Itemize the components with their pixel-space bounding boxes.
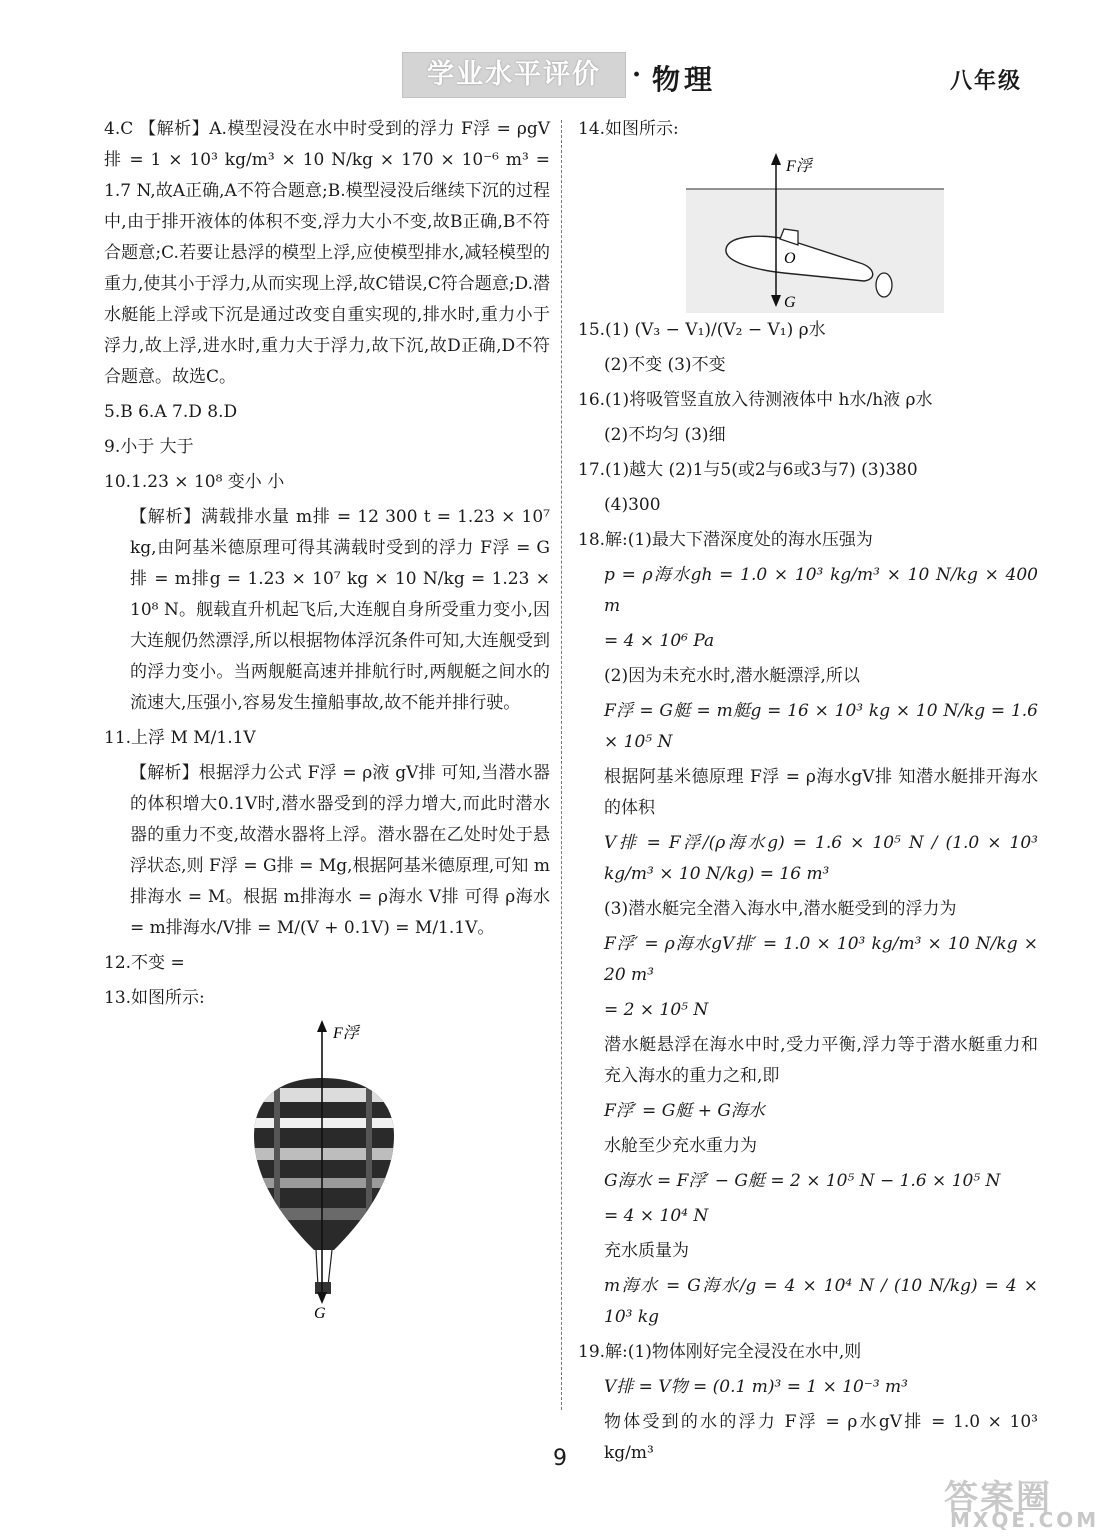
answer-17-part2: (4)300 [604, 495, 661, 515]
column-divider [561, 120, 562, 1410]
answer-18-line: V排 = F浮/(ρ海水g) = 1.6 × 10⁵ N / (1.0 × 10³ kg/m³ × 10 N/kg) = 16 m³ [604, 833, 1038, 884]
page-header [0, 52, 1120, 100]
submarine-force-diagram [578, 149, 1038, 315]
answer-18-line: 充水质量为 [604, 1241, 689, 1261]
answer-18-line: = 4 × 10⁶ Pa [604, 631, 715, 651]
answer-10: 10.1.23 × 10⁸ 变小 小 [104, 472, 285, 492]
answer-11-analysis: 【解析】根据浮力公式 F浮 = ρ液 gV排 可知,当潜水器的体积增大0.1V时,潜水器受到的浮力增大,而此时潜水器的重力不变,故潜水器将上浮。潜水器在乙处时处于悬浮状态,则 F浮 = G排 = Mg,根据阿基米德原理,可知 m排海水 = M。根据 m排海水 = ρ海水 V排 可得 ρ海水 = m排海水/V排 = M/(V + 0.1V) = M/1.1V。 [130, 763, 550, 938]
answer-18-line: 潜水艇悬浮在海水中时,受力平衡,浮力等于潜水艇重力和充入海水的重力之和,即 [604, 1035, 1038, 1086]
answer-4: 4.C 【解析】A.模型浸没在水中时受到的浮力 F浮 = ρgV排 = 1 × 10³ kg/m³ × 10 N/kg × 170 × 10⁻⁶ m³ = 1.7 N,故A正确,A不符合题意;B.模型浸没后继续下沉的过程中,由于排开液体的体积不变,浮力大小不变,故B正确,B不符合题意;C.若要让悬浮的模型上浮,应使模型排水,减轻模型的重力,使其小于浮力,从而实现上浮,故C错误,C符合题意;D.潜水艇能上浮或下沉是通过改变自重实现的,排水时,重力小于浮力,故上浮,进水时,重力大于浮力,故下沉,故D正确,D不符合题意。故选C。 [104, 119, 550, 387]
center-label: O [784, 250, 796, 267]
gravity-arrow-head [317, 1292, 327, 1304]
balloon-force-diagram [104, 1018, 550, 1318]
answer-16-part2: (2)不均匀 (3)细 [604, 425, 726, 445]
answer-9: 9.小于 大于 [104, 437, 194, 457]
buoyancy-label: F浮 [786, 158, 812, 175]
watermark-url: MXQE.COM [950, 1508, 1100, 1532]
answer-15-part1: 15.(1) (V₃ − V₁)/(V₂ − V₁) ρ水 [578, 320, 826, 340]
answer-14: 14.如图所示: [578, 119, 679, 139]
answer-15-part2: (2)不变 (3)不变 [604, 355, 726, 375]
header-dot: · [632, 60, 642, 90]
answer-18-line: m海水 = G海水/g = 4 × 10⁴ N / (10 N/kg) = 4 × 10³ kg [604, 1276, 1038, 1327]
answer-19-title: 19.解:(1)物体刚好完全浸没在水中,则 [578, 1342, 862, 1362]
right-column [578, 114, 1038, 1473]
answer-18-line: F浮′ = G艇 + G海水 [604, 1101, 765, 1121]
answer-18-line: 根据阿基米德原理 F浮 = ρ海水gV排 知潜水艇排开海水的体积 [604, 767, 1038, 818]
answer-5-8: 5.B 6.A 7.D 8.D [104, 402, 238, 422]
buoyancy-arrow-head [317, 1020, 327, 1032]
left-column [104, 114, 550, 1318]
answer-18-line: F浮 = G艇 = m艇g = 16 × 10³ kg × 10 N/kg = 1.6 × 10⁵ N [604, 701, 1038, 752]
header-subject: 物理 [652, 63, 717, 96]
watermark-title: 答案圈 [944, 1478, 1052, 1518]
balloon-envelope [244, 1073, 404, 1263]
answer-16-part1: 16.(1)将吸管竖直放入待测液体中 h水/h液 ρ水 [578, 390, 933, 410]
watermark-logo [944, 1470, 1114, 1532]
page-number: 9 [553, 1446, 567, 1471]
gravity-label: G [784, 294, 796, 311]
answer-19-line: V排 = V物 = (0.1 m)³ = 1 × 10⁻³ m³ [604, 1377, 908, 1397]
answer-17-part1: 17.(1)越大 (2)1与5(或2与6或3与7) (3)380 [578, 460, 918, 480]
answer-13: 13.如图所示: [104, 988, 205, 1008]
balloon-figure [104, 1018, 550, 1318]
answer-18-line: p = ρ海水gh = 1.0 × 10³ kg/m³ × 10 N/kg × 400 m [604, 565, 1038, 616]
gravity-label: G [314, 1305, 326, 1318]
header-series-title: 学业水平评价 [402, 52, 626, 98]
answer-18-line: 水舱至少充水重力为 [604, 1136, 757, 1156]
answer-18-line: F浮′ = ρ海水gV排′ = 1.0 × 10³ kg/m³ × 10 N/kg × 20 m³ [604, 934, 1038, 985]
buoyancy-arrow-head [771, 153, 781, 165]
submarine-figure [578, 149, 1038, 315]
answer-11: 11.上浮 M M/1.1V [104, 728, 256, 748]
answer-18-line: (2)因为未充水时,潜水艇漂浮,所以 [604, 666, 860, 686]
answer-18-line: (3)潜水艇完全潜入海水中,潜水艇受到的浮力为 [604, 899, 957, 919]
answer-18-line: = 2 × 10⁵ N [604, 1000, 709, 1020]
header-grade: 八年级 [950, 68, 1023, 94]
answer-12: 12.不变 = [104, 953, 185, 973]
buoyancy-label: F浮 [333, 1025, 359, 1042]
answer-18-title: 18.解:(1)最大下潜深度处的海水压强为 [578, 530, 873, 550]
answer-19-line: 物体受到的水的浮力 F浮 = ρ水gV排 = 1.0 × 10³ kg/m³ [604, 1412, 1038, 1463]
submarine-propeller [876, 273, 892, 297]
answer-10-analysis: 【解析】满载排水量 m排 = 12 300 t = 1.23 × 10⁷ kg,由阿基米德原理可得其满载时受到的浮力 F浮 = G排 = m排g = 1.23 × 10⁷ kg × 10 N/kg = 1.23 × 10⁸ N。舰载直升机起飞后,大连舰自身所受重力变小,因大连舰仍然漂浮,所以根据物体浮沉条件可知,大连舰受到的浮力变小。当两舰艇高速并排航行时,两舰艇之间水的流速大,压强小,容易发生撞船事故,故不能并排行驶。 [130, 507, 550, 713]
answer-18-line: G海水 = F浮′ − G艇 = 2 × 10⁵ N − 1.6 × 10⁵ N [604, 1171, 1001, 1191]
answer-18-line: = 4 × 10⁴ N [604, 1206, 709, 1226]
